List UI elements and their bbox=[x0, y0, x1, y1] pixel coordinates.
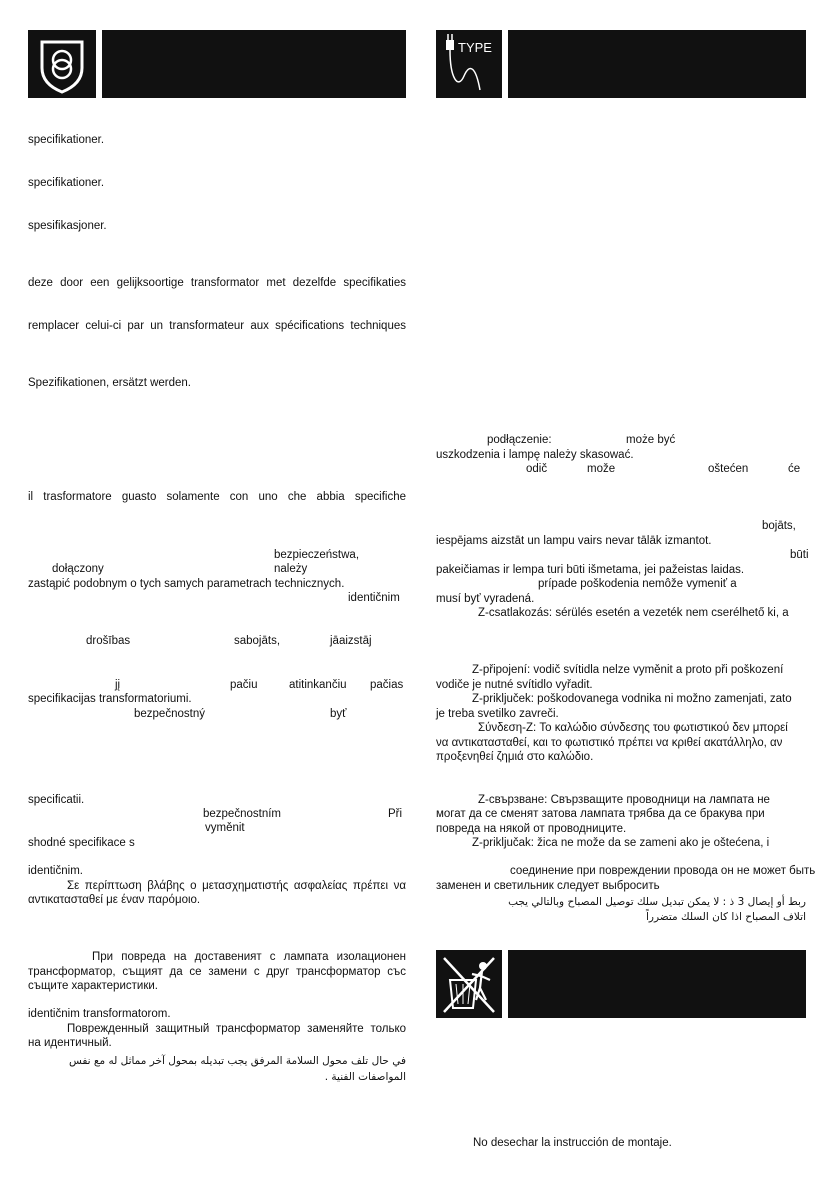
text-fragment-lt: būti bbox=[790, 549, 809, 561]
text-fragment-sk: bezpečnostný bbox=[134, 708, 205, 720]
text-fragment-cs: vyměnit bbox=[205, 822, 245, 834]
text-fragment-pl: uszkodzenia i lampę należy skasować. bbox=[436, 449, 634, 461]
text-fragment-lv: iespējams aizstāt un lampu vairs nevar tālāk izmantot. bbox=[436, 535, 712, 547]
text-fragment-cs: shodné specifikace s bbox=[28, 837, 135, 849]
text-fragment-el: προξενηθεί ζημιά στο καλώδιο. bbox=[436, 751, 594, 763]
text-fragment-hr: će bbox=[788, 463, 801, 475]
text-fragment-el: αντικατασταθεί με έναν παρόμοιο. bbox=[28, 894, 201, 906]
text-fragment-sl: identičnim. bbox=[28, 865, 83, 877]
text-fragment-pl: bezpieczeństwa, bbox=[274, 549, 360, 561]
text-fragment-sk: prípade poškodenia nemôže vymeniť a bbox=[538, 578, 737, 590]
text-fragment-lt: pakeičiamas ir lempa turi būti išmetama, jei pažeistas laidas. bbox=[436, 564, 745, 576]
text-fragment-lt: pačias bbox=[370, 679, 404, 691]
text-fragment-lv: drošības bbox=[86, 635, 131, 647]
section-header-bar-connection bbox=[508, 30, 806, 98]
text-fragment-sk: byť bbox=[330, 708, 347, 720]
text-fragment-hr: može bbox=[587, 463, 616, 475]
text-fragment-hr: odič bbox=[526, 463, 548, 475]
text-fragment-pl: może być bbox=[626, 434, 676, 446]
text-fragment-de: Spezifikationen, ersätzt werden. bbox=[28, 377, 192, 389]
text-fragment-cs: bezpečnostním bbox=[203, 808, 281, 820]
text-fragment-it: il trasformatore guasto solamente con uno che abbia specifiche bbox=[28, 491, 406, 503]
text-fragment-sv: specifikationer. bbox=[28, 134, 105, 146]
text-fragment-ru: на идентичный. bbox=[28, 1037, 112, 1049]
text-fragment-lv: sabojāts, bbox=[234, 635, 281, 647]
text-fragment-lv: bojāts, bbox=[762, 520, 796, 532]
text-fragment-no: spesifikasjoner. bbox=[28, 220, 107, 232]
text-fragment-pl: dołączony bbox=[52, 563, 104, 575]
safety-transformer-icon bbox=[28, 30, 96, 98]
disposal-note: No desechar la instrucción de montaje. bbox=[473, 1137, 672, 1149]
text-fragment-sl: Z-priključek: poškodovanega vodnika ni možno zamenjati, zato bbox=[472, 693, 792, 705]
text-fragment-nl: deze door een gelijksoortige transformator met dezelfde specifikaties bbox=[28, 277, 406, 289]
type-label: TYPE bbox=[458, 40, 492, 55]
text-fragment-el: Σύνδεση-Z: Το καλώδιο σύνδεσης του φωτιστικού δεν μπορεί bbox=[478, 722, 788, 734]
crossed-out-bin-icon bbox=[436, 950, 502, 1018]
plug-cable-icon bbox=[436, 30, 502, 98]
text-fragment-pl: zastąpić podobnym o tych samych parametrach technicznych. bbox=[28, 578, 345, 590]
text-fragment-fr: remplacer celui-ci par un transformateur aux spécifications techniques bbox=[28, 320, 406, 332]
text-fragment-lt: specifikacijas transformatoriumi. bbox=[28, 693, 192, 705]
text-fragment-cs: Při bbox=[388, 808, 403, 820]
text-fragment-ar: اتلاف المصباح اذا كان السلك متضرراً bbox=[645, 911, 806, 923]
section-header-bar-safety bbox=[102, 30, 406, 98]
text-fragment-pl: należy bbox=[274, 563, 308, 575]
text-fragment-ro: specificatii. bbox=[28, 794, 85, 806]
text-fragment-sl: je treba svetilko zavreči. bbox=[436, 708, 559, 720]
text-fragment-cs: vodiče je nutné svítidlo vyřadit. bbox=[436, 679, 593, 691]
text-fragment-bg: При повреда на доставеният с лампата изолационен bbox=[92, 951, 406, 963]
text-fragment-ru: заменен и светильник следует выбросить bbox=[436, 880, 660, 892]
text-fragment-lt: pačiu bbox=[230, 679, 258, 691]
section-header-bar-disposal bbox=[508, 950, 806, 1018]
text-fragment-cs: Z-připojení: vodič svítidla nelze vyměnit a proto při poškození bbox=[472, 664, 784, 676]
text-fragment-ar: في حال تلف محول السلامة المرفق يجب تبديله بمحول آخر مماثل له مع نفس bbox=[68, 1055, 406, 1067]
text-fragment-lt: atitinkančiu bbox=[289, 679, 347, 691]
text-fragment-sk: musí byť vyradená. bbox=[436, 593, 535, 605]
text-fragment-ru: соединение при повреждении провода он не может быть bbox=[510, 865, 816, 877]
text-fragment-ar: ربط أو إيصال 3 ذ : لا يمكن تبديل سلك توصيل المصباح وبالتالي يجب bbox=[508, 896, 806, 908]
text-fragment-hr: identičnim bbox=[348, 592, 400, 604]
text-fragment-lv: jāaizstāj bbox=[330, 635, 372, 647]
text-fragment-bg: трансформатор, същият да се замени с друг трансформатор със bbox=[28, 966, 406, 978]
text-fragment-el: να αντικατασταθεί, και το φωτιστικό πρέπει να κριθεί ακατάλληλο, αν bbox=[436, 737, 783, 749]
text-fragment-pl: podłączenie: bbox=[487, 434, 552, 446]
text-fragment-ru: Поврежденный защитный трансформатор заменяйте только bbox=[67, 1023, 406, 1035]
text-fragment-da: specifikationer. bbox=[28, 177, 105, 189]
text-fragment-hu: Z-csatlakozás: sérülés esetén a vezeték nem cserélhető ki, a bbox=[478, 607, 789, 619]
text-fragment-sr: identičnim transformatorom. bbox=[28, 1008, 171, 1020]
text-fragment-sr: Z-priključak: žica ne može da se zameni ako je oštećena, i bbox=[472, 837, 770, 849]
text-fragment-ar: المواصفات الفنية . bbox=[324, 1071, 406, 1083]
text-fragment-lt: jį bbox=[115, 679, 121, 691]
text-fragment-el: Σε περίπτωση βλάβης ο μετασχηματιστής ασφαλείας πρέπει να bbox=[67, 880, 406, 892]
text-fragment-bg: могат да се сменят затова лампата трябва да се бракува при bbox=[436, 808, 765, 820]
text-fragment-bg: повреда на някой от проводниците. bbox=[436, 823, 627, 835]
text-fragment-hr: oštećen bbox=[708, 463, 749, 475]
text-fragment-bg: същите характеристики. bbox=[28, 980, 158, 992]
text-fragment-bg: Z-свързване: Свързващите проводници на лампата не bbox=[478, 794, 770, 806]
